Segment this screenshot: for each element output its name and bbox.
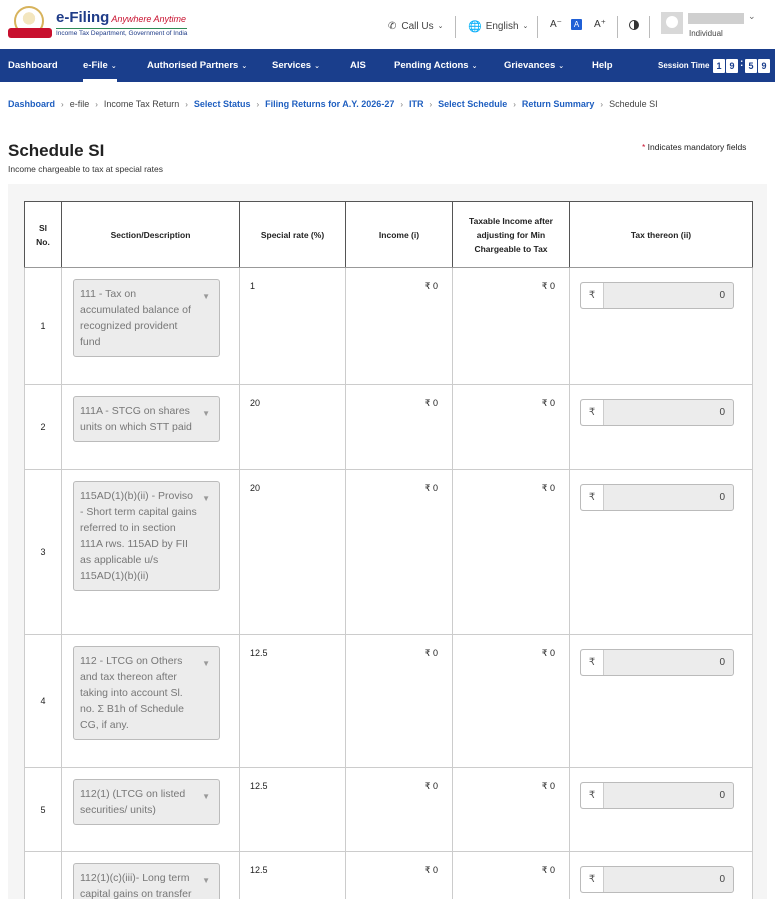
tax-cell (570, 470, 753, 635)
chevron-down-icon: ⌄ (558, 63, 565, 70)
section-select-value: 112(1)(c)(iii)- Long term capital gains on transfer (80, 872, 192, 899)
chevron-down-icon: ▼ (202, 409, 210, 418)
nav-help[interactable]: Help (592, 60, 613, 71)
session-time-digit: 9 (758, 59, 770, 73)
chevron-right-icon: › (95, 100, 98, 109)
tax-cell (570, 768, 753, 852)
taxable-cell: ₹ 0 (453, 635, 570, 768)
logo-title: e-Filing Anywhere Anytime (56, 8, 187, 26)
rupee-icon: ₹ (581, 283, 604, 308)
schedule-si-table (24, 201, 753, 899)
section-select-value: 112(1) (LTCG on listed securities/ units) (80, 788, 186, 816)
rupee-icon: ₹ (581, 650, 604, 675)
tax-input-value: 0 (719, 874, 725, 885)
rate-cell: 12.5 (240, 635, 346, 768)
breadcrumb-income-tax-return: Income Tax Return (103, 99, 180, 109)
col-header-section: Section/Description (62, 202, 240, 268)
tax-input-value: 0 (719, 790, 725, 801)
breadcrumb (8, 99, 658, 109)
section-cell (62, 635, 240, 768)
divider (649, 16, 650, 38)
breadcrumb-select-schedule[interactable]: Select Schedule (438, 99, 508, 109)
chevron-down-icon[interactable]: ⌄ (748, 11, 756, 21)
col-header-rate: Special rate (%) (240, 202, 346, 268)
contrast-icon[interactable] (629, 20, 639, 30)
logo-tagline: Anywhere Anytime (111, 13, 187, 24)
income-cell: ₹ 0 (346, 635, 453, 768)
rate-cell: 1 (240, 268, 346, 385)
nav-dashboard[interactable]: Dashboard (8, 60, 58, 71)
tax-input[interactable] (580, 782, 734, 809)
chevron-right-icon: › (61, 100, 64, 109)
nav-pending-actions[interactable]: Pending Actions ⌄ (394, 60, 478, 71)
table-row (25, 768, 753, 852)
session-time-label: Session Time (658, 61, 710, 70)
breadcrumb-itr[interactable]: ITR (409, 99, 424, 109)
table-row (25, 635, 753, 768)
font-default-button[interactable]: A (571, 19, 582, 30)
rate-cell: 20 (240, 385, 346, 470)
call-us-button[interactable] (388, 14, 444, 38)
tax-cell (570, 635, 753, 768)
section-select[interactable] (73, 279, 220, 357)
nav-efile[interactable]: e-File ⌄ (83, 49, 117, 82)
income-cell: ₹ 0 (346, 268, 453, 385)
main-nav (0, 49, 775, 82)
section-cell (62, 768, 240, 852)
section-select[interactable] (73, 779, 220, 825)
table-row (25, 852, 753, 899)
avatar[interactable] (661, 12, 683, 34)
chevron-right-icon: › (185, 100, 188, 109)
chevron-down-icon: ⌄ (437, 23, 444, 30)
language-selector[interactable] (468, 14, 528, 38)
top-header (0, 0, 775, 49)
section-cell (62, 385, 240, 470)
section-select[interactable] (73, 646, 220, 740)
tax-cell (570, 268, 753, 385)
taxable-cell: ₹ 0 (453, 852, 570, 899)
chevron-right-icon: › (429, 100, 433, 109)
chevron-down-icon: ▼ (202, 792, 210, 801)
section-select[interactable] (73, 481, 220, 591)
font-decrease-button[interactable]: A⁻ (550, 19, 562, 30)
income-cell: ₹ 0 (346, 852, 453, 899)
taxable-cell: ₹ 0 (453, 385, 570, 470)
sl-cell: 4 (25, 635, 62, 768)
chevron-down-icon: ▼ (202, 292, 210, 301)
globe-icon: 🌐 (468, 20, 482, 33)
sl-cell: 3 (25, 470, 62, 635)
nav-services[interactable]: Services ⌄ (272, 60, 320, 71)
section-select-value: 115AD(1)(b)(ii) - Proviso - Short term capital gains referred to in section 111A rws. 115AD by FII as applicable u/s 115AD(1)(b)(ii) (80, 490, 197, 582)
section-select[interactable] (73, 396, 220, 442)
font-increase-button[interactable]: A⁺ (594, 19, 606, 30)
breadcrumb-return-summary[interactable]: Return Summary (521, 99, 595, 109)
divider (617, 16, 618, 38)
col-header-income: Income (i) (346, 202, 453, 268)
tax-input[interactable] (580, 282, 734, 309)
tax-cell (570, 852, 753, 899)
taxable-cell: ₹ 0 (453, 768, 570, 852)
table-header-row (25, 202, 753, 268)
chevron-down-icon: ▼ (202, 494, 210, 503)
chevron-right-icon: › (256, 100, 260, 109)
sl-cell: 5 (25, 768, 62, 852)
chevron-right-icon: › (400, 100, 403, 109)
col-header-taxable: Taxable Income after adjusting for Min Chargeable to Tax (453, 202, 570, 268)
table-row (25, 385, 753, 470)
page-subtitle: Income chargeable to tax at special rates (8, 164, 163, 174)
income-cell: ₹ 0 (346, 385, 453, 470)
chevron-right-icon: › (513, 100, 516, 109)
breadcrumb-dashboard[interactable]: Dashboard (8, 99, 56, 109)
efiling-logo[interactable] (8, 6, 187, 40)
table-row (25, 470, 753, 635)
logo-subtitle: Income Tax Department, Government of India (56, 29, 188, 37)
tax-input[interactable] (580, 399, 734, 426)
sl-cell (25, 852, 62, 899)
nav-grievances[interactable]: Grievances ⌄ (504, 60, 565, 71)
tax-input[interactable] (580, 484, 734, 511)
section-select-value: 112 - LTCG on Others and tax thereon after taking into account Sl. no. Σ B1h of Schedule CG, if any. (80, 655, 184, 731)
phone-icon: ✆ (388, 20, 397, 32)
taxable-cell: ₹ 0 (453, 268, 570, 385)
page-title: Schedule SI (8, 141, 105, 160)
chevron-down-icon: ▼ (202, 876, 210, 885)
chevron-right-icon: › (600, 100, 604, 109)
chevron-down-icon: ⌄ (522, 23, 529, 30)
rupee-icon: ₹ (581, 867, 604, 892)
divider (455, 16, 456, 38)
session-time-digit: 1 (713, 59, 725, 73)
section-select-value: 111 - Tax on accumulated balance of recognized provident fund (80, 288, 191, 348)
tax-input-value: 0 (719, 492, 725, 503)
language-label: English (485, 20, 519, 32)
breadcrumb-select-status[interactable]: Select Status (193, 99, 251, 109)
nav-ais[interactable]: AIS (350, 60, 366, 71)
col-header-tax: Tax thereon (ii) (570, 202, 753, 268)
session-time-digit: 5 (745, 59, 757, 73)
rupee-icon: ₹ (581, 783, 604, 808)
chevron-down-icon: ⌄ (471, 63, 478, 70)
divider (537, 16, 538, 38)
mandatory-note: * Indicates mandatory fields (642, 142, 747, 152)
col-header-sl: Sl No. (25, 202, 62, 268)
username-redacted[interactable] (688, 13, 744, 24)
rate-cell: 12.5 (240, 852, 346, 899)
chevron-down-icon: ⌄ (110, 63, 117, 70)
taxable-cell: ₹ 0 (453, 470, 570, 635)
tax-cell (570, 385, 753, 470)
table-row (25, 268, 753, 385)
tax-input-value: 0 (719, 657, 725, 668)
breadcrumb-schedule-si: Schedule SI (609, 99, 658, 109)
section-cell (62, 852, 240, 899)
rate-cell: 12.5 (240, 768, 346, 852)
section-select-value: 111A - STCG on shares units on which STT paid (80, 405, 192, 433)
call-us-label: Call Us (401, 20, 434, 32)
section-cell (62, 470, 240, 635)
sl-cell: 1 (25, 268, 62, 385)
breadcrumb-filing-returns[interactable]: Filing Returns for A.Y. 2026-27 (265, 99, 395, 109)
tax-input-value: 0 (719, 407, 725, 418)
section-select[interactable] (73, 863, 220, 899)
income-cell: ₹ 0 (346, 768, 453, 852)
rupee-icon: ₹ (581, 485, 604, 510)
breadcrumb-efile: e-file (69, 99, 90, 109)
tax-input[interactable] (580, 866, 734, 893)
nav-authorised-partners[interactable]: Authorised Partners ⌄ (147, 60, 248, 71)
session-time-digit: 9 (726, 59, 738, 73)
income-cell: ₹ 0 (346, 470, 453, 635)
tax-input[interactable] (580, 649, 734, 676)
user-type-label: Individual (689, 29, 723, 38)
rupee-icon: ₹ (581, 400, 604, 425)
chevron-down-icon: ⌄ (241, 63, 248, 70)
sl-cell: 2 (25, 385, 62, 470)
section-cell (62, 268, 240, 385)
session-time-colon: : (740, 58, 744, 69)
emblem-icon (8, 6, 52, 40)
tax-input-value: 0 (719, 290, 725, 301)
chevron-down-icon: ▼ (202, 659, 210, 668)
rate-cell: 20 (240, 470, 346, 635)
chevron-down-icon: ⌄ (314, 63, 320, 70)
